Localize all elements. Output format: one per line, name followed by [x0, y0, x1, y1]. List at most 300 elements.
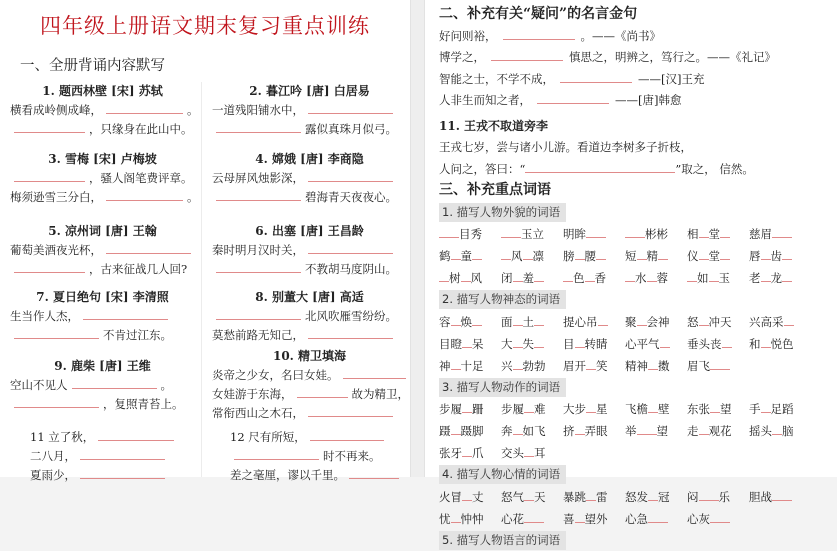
word-char: 飞檐	[625, 402, 648, 416]
word-blank[interactable]	[772, 225, 792, 238]
word-blank[interactable]	[625, 269, 635, 282]
word-blank[interactable]	[586, 225, 606, 238]
word-blank[interactable]	[637, 247, 647, 260]
word-char: 仪	[687, 249, 699, 263]
answer-blank[interactable]	[72, 376, 157, 389]
poem-line	[212, 188, 407, 207]
word-blank[interactable]	[501, 225, 521, 238]
word-blank[interactable]	[637, 313, 647, 326]
word-item	[501, 486, 563, 508]
answer-blank[interactable]	[14, 120, 85, 133]
word-char: 堂	[709, 249, 721, 263]
word-blank[interactable]	[648, 488, 658, 501]
word-char: 忡忡	[461, 512, 484, 526]
line-text: 夏雨少，	[30, 468, 76, 482]
word-blank[interactable]	[772, 422, 782, 435]
line-text: 秦时明月汉时关，	[212, 243, 304, 257]
answer-blank[interactable]	[80, 466, 165, 479]
word-char: 面	[501, 315, 513, 329]
poem-block	[10, 357, 195, 414]
word-char: 喜	[563, 512, 575, 526]
quote-line	[439, 26, 829, 48]
line-text: ，只缘身在此山中。	[89, 122, 193, 136]
word-blank[interactable]	[637, 422, 657, 435]
answer-blank[interactable]	[308, 169, 393, 182]
word-char: 羞	[523, 271, 535, 285]
word-blank[interactable]	[523, 247, 533, 260]
word-item	[749, 223, 811, 245]
word-char: 交头	[501, 446, 524, 460]
word-row	[439, 267, 829, 289]
word-blank[interactable]	[472, 313, 482, 326]
answer-blank[interactable]	[349, 466, 399, 479]
word-blank[interactable]	[782, 269, 792, 282]
word-blank[interactable]	[699, 247, 709, 260]
poem-title: 6. 出塞 [唐] 王昌龄	[212, 222, 407, 241]
word-blank[interactable]	[710, 357, 730, 370]
word-blank[interactable]	[648, 510, 668, 523]
word-char: 和	[749, 337, 761, 351]
vocab-categories	[439, 202, 829, 551]
word-row	[439, 442, 829, 464]
word-blank[interactable]	[648, 400, 658, 413]
word-item	[625, 245, 687, 267]
quote-source: ——[汉]王充	[638, 72, 704, 86]
word-char: 香	[595, 271, 607, 285]
poem-line	[30, 447, 190, 466]
word-item	[439, 223, 501, 245]
word-row	[439, 311, 829, 333]
poem-line	[212, 307, 407, 326]
word-row	[439, 398, 829, 420]
line-text: ，复照青苔上。	[103, 397, 184, 411]
word-char: 眉开	[563, 359, 586, 373]
poem-line	[212, 241, 407, 260]
word-char: 十足	[461, 359, 484, 373]
poem-title: 8. 别董大 [唐] 高适	[212, 288, 407, 307]
poem-line	[10, 326, 195, 345]
poem-block	[230, 428, 400, 485]
answer-blank[interactable]	[503, 27, 575, 40]
word-item	[687, 508, 749, 530]
word-blank[interactable]	[451, 510, 461, 523]
answer-blank[interactable]	[14, 395, 99, 408]
word-blank[interactable]	[501, 247, 511, 260]
answer-blank[interactable]	[308, 326, 393, 339]
word-blank[interactable]	[575, 335, 585, 348]
word-char: 足蹈	[771, 402, 794, 416]
word-row	[439, 245, 829, 267]
word-item	[687, 486, 749, 508]
word-char: 水	[635, 271, 647, 285]
answer-blank[interactable]	[308, 404, 393, 417]
word-row	[439, 508, 829, 530]
category-label: 3. 描写人物动作的词语	[439, 378, 566, 397]
word-char: 如	[697, 271, 709, 285]
line-text: 云母屏风烛影深，	[212, 171, 304, 185]
word-item	[501, 355, 563, 377]
word-char: 慈眉	[749, 227, 772, 241]
word-blank[interactable]	[513, 422, 523, 435]
word-blank[interactable]	[710, 510, 730, 523]
word-blank[interactable]	[687, 269, 697, 282]
word-blank[interactable]	[772, 488, 792, 501]
poem-line	[230, 428, 400, 447]
word-blank[interactable]	[699, 488, 719, 501]
word-char: 鹤	[439, 249, 451, 263]
word-char: 勃勃	[523, 359, 546, 373]
word-item	[439, 420, 501, 442]
answer-blank[interactable]	[216, 260, 301, 273]
word-char: 聚	[625, 315, 637, 329]
poem-line	[10, 241, 195, 260]
poem-title: 4. 嫦娥 [唐] 李商隐	[212, 150, 407, 169]
poem-line	[10, 101, 195, 120]
word-item	[501, 245, 563, 267]
section-heading-recitation: 一、全册背诵内容默写	[20, 54, 165, 75]
word-char: 大步	[563, 402, 586, 416]
word-blank[interactable]	[709, 269, 719, 282]
answer-blank[interactable]	[297, 385, 348, 398]
word-char: 风	[471, 271, 483, 285]
line-text: 莫愁前路无知己，	[212, 328, 304, 342]
word-char: 闭	[501, 271, 513, 285]
word-char: 如飞	[523, 424, 546, 438]
word-blank[interactable]	[513, 313, 523, 326]
answer-blank[interactable]	[216, 188, 301, 201]
word-blank[interactable]	[461, 269, 471, 282]
word-blank[interactable]	[524, 444, 534, 457]
word-char: 悦色	[771, 337, 794, 351]
quote-list	[439, 26, 829, 112]
word-blank[interactable]	[563, 269, 573, 282]
word-char: 挤	[563, 424, 575, 438]
word-item	[687, 333, 749, 355]
word-item	[687, 355, 749, 377]
word-char: 玉	[719, 271, 731, 285]
word-item	[625, 355, 687, 377]
answer-blank[interactable]	[98, 428, 174, 441]
answer-blank[interactable]	[525, 160, 675, 173]
word-blank[interactable]	[699, 225, 709, 238]
answer-blank[interactable]	[14, 326, 99, 339]
poem-line	[10, 169, 195, 188]
word-blank[interactable]	[513, 269, 523, 282]
word-char: 腰	[585, 249, 597, 263]
word-char: 壁	[658, 402, 670, 416]
word-item	[625, 420, 687, 442]
word-item	[687, 223, 749, 245]
word-blank[interactable]	[586, 488, 596, 501]
word-item	[501, 442, 563, 464]
word-blank[interactable]	[761, 247, 771, 260]
word-blank[interactable]	[586, 400, 596, 413]
line-text: 时不再来。	[323, 449, 381, 463]
word-blank[interactable]	[534, 335, 544, 348]
word-blank[interactable]	[648, 357, 658, 370]
word-char: 观花	[709, 424, 732, 438]
line-text: 故为精卫，	[352, 387, 410, 401]
poem-block	[212, 82, 407, 139]
word-char: 乐	[719, 490, 731, 504]
line-text: 女娃游于东海，	[212, 387, 293, 401]
word-char: 望	[657, 424, 669, 438]
word-blank[interactable]	[462, 335, 472, 348]
poem-line	[212, 404, 407, 423]
word-blank[interactable]	[761, 269, 771, 282]
poem-block	[212, 347, 407, 423]
answer-blank[interactable]	[537, 91, 609, 104]
line-text: 北风吹雁雪纷纷。	[305, 309, 397, 323]
category-label: 2. 描写人物神态的词语	[439, 290, 566, 309]
word-char: 焕	[461, 315, 473, 329]
word-blank[interactable]	[524, 400, 534, 413]
word-blank[interactable]	[462, 444, 472, 457]
line-text: 葡萄美酒夜光杯，	[10, 243, 102, 257]
word-blank[interactable]	[513, 357, 523, 370]
word-char: 东张	[687, 402, 710, 416]
word-char: 心平气	[625, 337, 660, 351]
word-char: 树	[449, 271, 461, 285]
word-char: 摇头	[749, 424, 772, 438]
poem-line	[212, 385, 407, 404]
word-item	[439, 398, 501, 420]
word-blank[interactable]	[524, 488, 534, 501]
quote-source: ——[唐]韩愈	[615, 93, 681, 107]
poem-line	[230, 447, 400, 466]
word-blank[interactable]	[439, 269, 449, 282]
word-blank[interactable]	[720, 225, 730, 238]
answer-blank[interactable]	[14, 260, 85, 273]
word-blank[interactable]	[451, 313, 461, 326]
word-char: 心急	[625, 512, 648, 526]
answer-blank[interactable]	[14, 169, 85, 182]
word-blank[interactable]	[784, 313, 794, 326]
word-char: 色	[573, 271, 585, 285]
line-text: 生当作人杰，	[10, 309, 79, 323]
word-char: 膀	[563, 249, 575, 263]
word-char: 举	[625, 424, 637, 438]
word-item	[749, 267, 811, 289]
word-char: 暴跳	[563, 490, 586, 504]
word-blank[interactable]	[722, 335, 732, 348]
word-blank[interactable]	[699, 422, 709, 435]
answer-blank[interactable]	[216, 120, 301, 133]
word-char: 神	[439, 359, 451, 373]
word-char: 难	[534, 402, 546, 416]
word-char: 弄眼	[585, 424, 608, 438]
word-char: 跚	[472, 402, 484, 416]
word-char: 大	[501, 337, 513, 351]
word-blank[interactable]	[451, 422, 461, 435]
word-item	[749, 420, 811, 442]
word-blank[interactable]	[451, 357, 461, 370]
word-char: 垂头丧	[687, 337, 722, 351]
word-char: 目秀	[459, 227, 482, 241]
answer-blank[interactable]	[560, 70, 632, 83]
word-item	[563, 508, 625, 530]
word-char: 失	[523, 337, 535, 351]
word-blank[interactable]	[647, 269, 657, 282]
word-blank[interactable]	[534, 269, 544, 282]
poem-title: 5. 凉州词 [唐] 王翰	[10, 222, 195, 241]
quote-line	[439, 69, 829, 91]
line-text: 二八月，	[30, 449, 76, 463]
word-row	[439, 333, 829, 355]
line-text: 梅须逊雪三分白，	[10, 190, 102, 204]
word-row	[439, 420, 829, 442]
word-item	[625, 398, 687, 420]
answer-blank[interactable]	[234, 447, 319, 460]
word-item	[563, 355, 625, 377]
word-blank[interactable]	[720, 247, 730, 260]
word-blank[interactable]	[596, 247, 606, 260]
quote-source: 。——《尚书》	[581, 29, 662, 43]
word-blank[interactable]	[513, 335, 523, 348]
word-item	[563, 333, 625, 355]
section-heading-vocab: 三、补充重点词语	[439, 180, 829, 202]
quote-text: 智能之士，不学不成，	[439, 72, 554, 86]
word-row	[439, 355, 829, 377]
poem-title: 9. 鹿柴 [唐] 王维	[10, 357, 195, 376]
poem-line	[10, 376, 195, 395]
right-page	[425, 0, 837, 477]
word-item	[501, 420, 563, 442]
word-item	[501, 223, 563, 245]
word-item	[687, 398, 749, 420]
line-text: 横看成岭侧成峰，	[10, 103, 102, 117]
poem-title: 7. 夏日绝句 [宋] 李清照	[10, 288, 195, 307]
page-gutter	[410, 0, 425, 477]
poem-block	[212, 288, 407, 345]
word-char: 蹑	[439, 424, 451, 438]
word-char: 擞	[658, 359, 670, 373]
word-item	[749, 311, 811, 333]
word-char: 呆	[472, 337, 484, 351]
answer-blank[interactable]	[80, 447, 165, 460]
word-char: 冲天	[709, 315, 732, 329]
word-char: 脑	[782, 424, 794, 438]
word-char: 笑	[596, 359, 608, 373]
word-char: 爪	[472, 446, 484, 460]
word-char: 望	[720, 402, 732, 416]
word-blank[interactable]	[575, 510, 585, 523]
poem-title: 10. 精卫填海	[212, 347, 407, 366]
answer-blank[interactable]	[83, 307, 168, 320]
poem-line	[10, 188, 195, 207]
quote-text: 好问则裕，	[439, 29, 497, 43]
word-blank[interactable]	[761, 335, 771, 348]
answer-blank[interactable]	[310, 428, 384, 441]
word-item	[563, 486, 625, 508]
poem-line	[10, 307, 195, 326]
poem-block	[10, 288, 195, 345]
word-item	[625, 311, 687, 333]
answer-blank[interactable]	[343, 366, 406, 379]
word-item	[563, 420, 625, 442]
poem-line	[212, 101, 407, 120]
line-text: 常衔西山之木石，	[212, 406, 304, 420]
word-blank[interactable]	[472, 247, 482, 260]
word-char: 老	[749, 271, 761, 285]
answer-blank[interactable]	[216, 307, 301, 320]
poem-line	[212, 120, 407, 139]
word-char: 短	[625, 249, 637, 263]
word-char: 蓉	[657, 271, 669, 285]
word-item	[439, 355, 501, 377]
word-blank[interactable]	[524, 510, 544, 523]
word-blank[interactable]	[761, 400, 771, 413]
answer-blank[interactable]	[308, 101, 393, 114]
word-blank[interactable]	[660, 335, 670, 348]
word-blank[interactable]	[575, 422, 585, 435]
poem-block	[10, 150, 195, 207]
line-text: ，骚人阁笔费评章。	[89, 171, 193, 185]
line-text: ，古来征战几人回?	[89, 262, 187, 276]
word-blank[interactable]	[598, 313, 608, 326]
answer-blank[interactable]	[106, 188, 183, 201]
poem-block	[212, 222, 407, 279]
answer-blank[interactable]	[491, 48, 563, 61]
word-char: 凛	[533, 249, 545, 263]
word-char: 目瞪	[439, 337, 462, 351]
word-blank[interactable]	[585, 269, 595, 282]
word-item	[501, 267, 563, 289]
answer-blank[interactable]	[308, 241, 393, 254]
word-char: 兴	[501, 359, 513, 373]
word-blank[interactable]	[586, 357, 596, 370]
poem-line	[212, 260, 407, 279]
word-blank[interactable]	[658, 247, 668, 260]
word-item	[749, 245, 811, 267]
word-blank[interactable]	[462, 488, 472, 501]
word-item	[563, 223, 625, 245]
word-item	[563, 267, 625, 289]
word-blank[interactable]	[699, 313, 709, 326]
word-char: 火冒	[439, 490, 462, 504]
word-item	[501, 398, 563, 420]
answer-blank[interactable]	[106, 241, 191, 254]
word-char: 相	[687, 227, 699, 241]
word-char: 心灰	[687, 512, 710, 526]
line-text: 不肯过江东。	[103, 328, 172, 342]
word-item	[439, 245, 501, 267]
word-item	[501, 333, 563, 355]
word-blank[interactable]	[710, 400, 720, 413]
line-text: 。	[187, 190, 199, 204]
poem-block	[30, 428, 190, 485]
word-blank[interactable]	[534, 313, 544, 326]
word-blank[interactable]	[575, 247, 585, 260]
left-page	[0, 0, 410, 477]
poem-line	[212, 169, 407, 188]
word-item	[625, 223, 687, 245]
word-char: 齿	[771, 249, 783, 263]
word-blank[interactable]	[462, 400, 472, 413]
word-blank[interactable]	[439, 225, 459, 238]
quotes-section	[439, 4, 829, 551]
word-blank[interactable]	[625, 225, 645, 238]
word-char: 会神	[647, 315, 670, 329]
word-item	[439, 486, 501, 508]
poem-block	[212, 150, 407, 207]
word-row	[439, 486, 829, 508]
word-blank[interactable]	[782, 247, 792, 260]
word-item	[625, 508, 687, 530]
line-text: 差之毫厘，谬以千里。	[230, 468, 345, 482]
answer-blank[interactable]	[106, 101, 183, 114]
word-blank[interactable]	[451, 247, 461, 260]
